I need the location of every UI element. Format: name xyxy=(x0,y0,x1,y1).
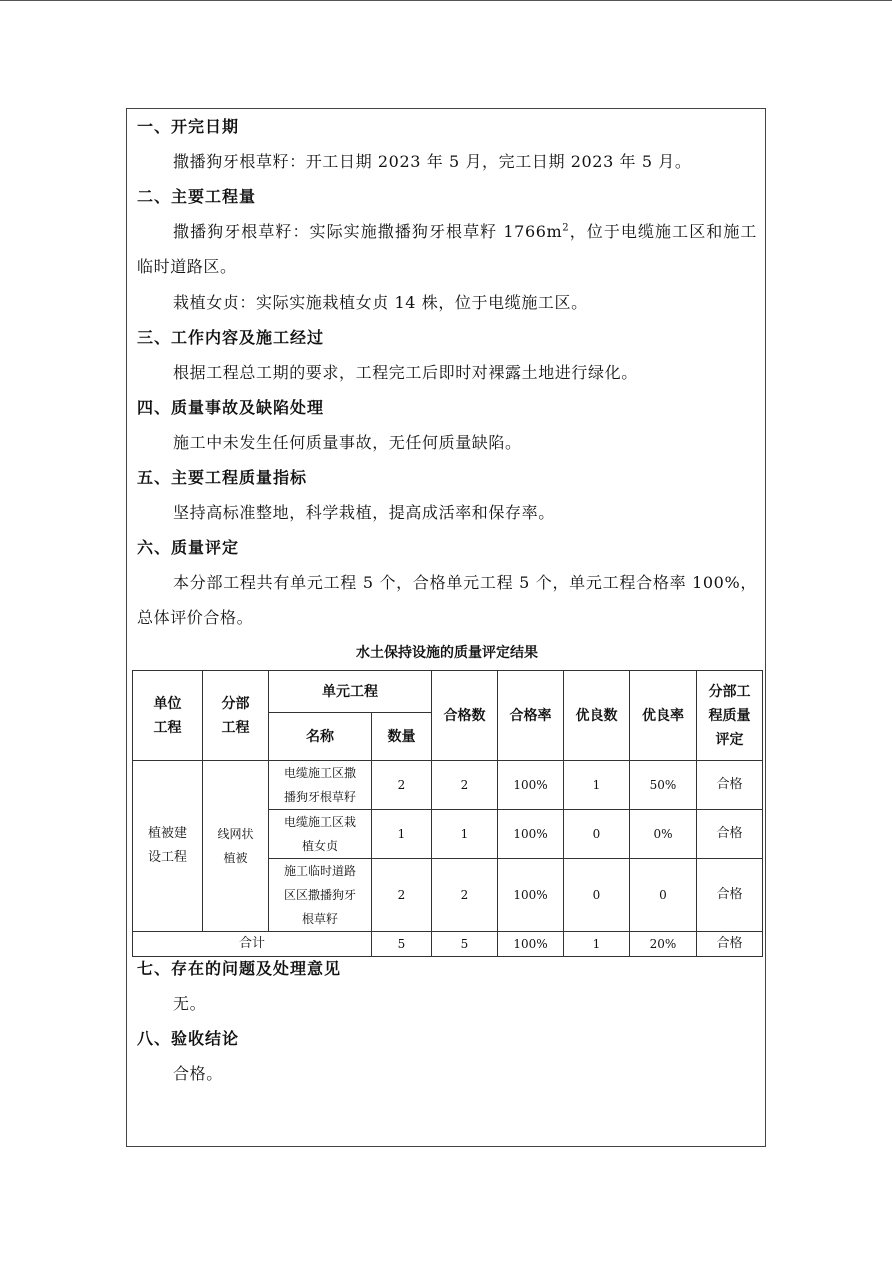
cell-total-excellent-count: 1 xyxy=(564,932,630,957)
cell-excellent-count: 1 xyxy=(564,761,630,810)
cell-name: 电缆施工区栽 植女贞 xyxy=(269,810,372,859)
cell-excellent-count: 0 xyxy=(564,810,630,859)
section-heading-quality-assessment: 六、质量评定 xyxy=(137,538,240,557)
cell-excellent-rate: 0 xyxy=(630,859,697,932)
section-heading-accidents: 四、质量事故及缺陷处理 xyxy=(137,398,325,417)
section-heading-problems: 七、存在的问题及处理意见 xyxy=(137,959,342,978)
cell-quantity: 2 xyxy=(372,761,432,810)
cell-evaluation: 合格 xyxy=(697,810,763,859)
section-heading-quantities: 二、主要工程量 xyxy=(137,187,257,206)
cell-total-excellent-rate: 20% xyxy=(630,932,697,957)
cell-qualified-count: 1 xyxy=(432,810,498,859)
cell-total-qualified-rate: 100% xyxy=(498,932,564,957)
cell-total-qualified-count: 5 xyxy=(432,932,498,957)
paragraph-dates: 撒播狗牙根草籽：开工日期 2023 年 5 月，完工日期 2023 年 5 月。 xyxy=(173,152,692,171)
grass-quantity-text: 撒播狗牙根草籽：实际实施撒播狗牙根草籽 1766m xyxy=(173,222,563,241)
header-name: 名称 xyxy=(269,713,372,761)
header-qualified-count: 合格数 xyxy=(432,671,498,761)
cell-name: 电缆施工区撒 播狗牙根草籽 xyxy=(269,761,372,810)
page-top-rule xyxy=(0,0,892,1)
header-sub-project: 分部 工程 xyxy=(203,671,269,761)
paragraph-problems: 无。 xyxy=(173,994,207,1013)
section-heading-dates: 一、开完日期 xyxy=(137,117,240,136)
cell-quantity: 1 xyxy=(372,810,432,859)
cell-total-label: 合计 xyxy=(133,932,372,957)
table-title: 水土保持设施的质量评定结果 xyxy=(356,645,538,661)
grass-quantity-superscript: 2 xyxy=(562,222,570,234)
cell-qualified-count: 2 xyxy=(432,761,498,810)
header-sub-quality: 分部工 程质量 评定 xyxy=(697,671,763,761)
section-heading-conclusion: 八、验收结论 xyxy=(137,1029,240,1048)
cell-sub-project: 线网状 植被 xyxy=(203,761,269,932)
table-total-row xyxy=(133,932,763,957)
section-heading-work-content: 三、工作内容及施工经过 xyxy=(137,328,325,347)
header-excellent-rate: 优良率 xyxy=(630,671,697,761)
cell-qualified-rate: 100% xyxy=(498,761,564,810)
grass-quantity-location: ，位于电缆施工区和施工临时道路区。 xyxy=(137,222,757,276)
cell-total-quantity: 5 xyxy=(372,932,432,957)
paragraph-quality-assessment: 本分部工程共有单元工程 5 个，合格单元工程 5 个，单元工程合格率 100%，总体评价合格。 xyxy=(137,573,757,627)
cell-qualified-rate: 100% xyxy=(498,810,564,859)
cell-unit-project: 植被建 设工程 xyxy=(133,761,203,932)
cell-qualified-rate: 100% xyxy=(498,859,564,932)
cell-name: 施工临时道路 区区撒播狗牙 根草籽 xyxy=(269,859,372,932)
paragraph-work-content: 根据工程总工期的要求，工程完工后即时对裸露土地进行绿化。 xyxy=(173,363,638,382)
header-quantity: 数量 xyxy=(372,713,432,761)
table-header-row-1 xyxy=(133,671,763,713)
quality-assessment-table xyxy=(132,670,763,957)
cell-excellent-count: 0 xyxy=(564,859,630,932)
paragraph-conclusion: 合格。 xyxy=(173,1064,223,1083)
paragraph-accidents: 施工中未发生任何质量事故，无任何质量缺陷。 xyxy=(173,433,522,452)
table-row xyxy=(133,761,763,810)
header-unit-project: 单位 工程 xyxy=(133,671,203,761)
header-element-project: 单元工程 xyxy=(269,671,432,713)
cell-qualified-count: 2 xyxy=(432,859,498,932)
cell-excellent-rate: 0% xyxy=(630,810,697,859)
paragraph-quality-indicators: 坚持高标准整地，科学栽植，提高成活率和保存率。 xyxy=(173,503,555,522)
cell-total-evaluation: 合格 xyxy=(697,932,763,957)
cell-quantity: 2 xyxy=(372,859,432,932)
cell-evaluation: 合格 xyxy=(697,761,763,810)
header-qualified-rate: 合格率 xyxy=(498,671,564,761)
section-heading-quality-indicators: 五、主要工程质量指标 xyxy=(137,468,308,487)
header-excellent-count: 优良数 xyxy=(564,671,630,761)
cell-excellent-rate: 50% xyxy=(630,761,697,810)
cell-evaluation: 合格 xyxy=(697,859,763,932)
paragraph-privet-quantity: 栽植女贞：实际实施栽植女贞 14 株，位于电缆施工区。 xyxy=(173,293,588,312)
paragraph-grass-quantity xyxy=(137,214,757,284)
